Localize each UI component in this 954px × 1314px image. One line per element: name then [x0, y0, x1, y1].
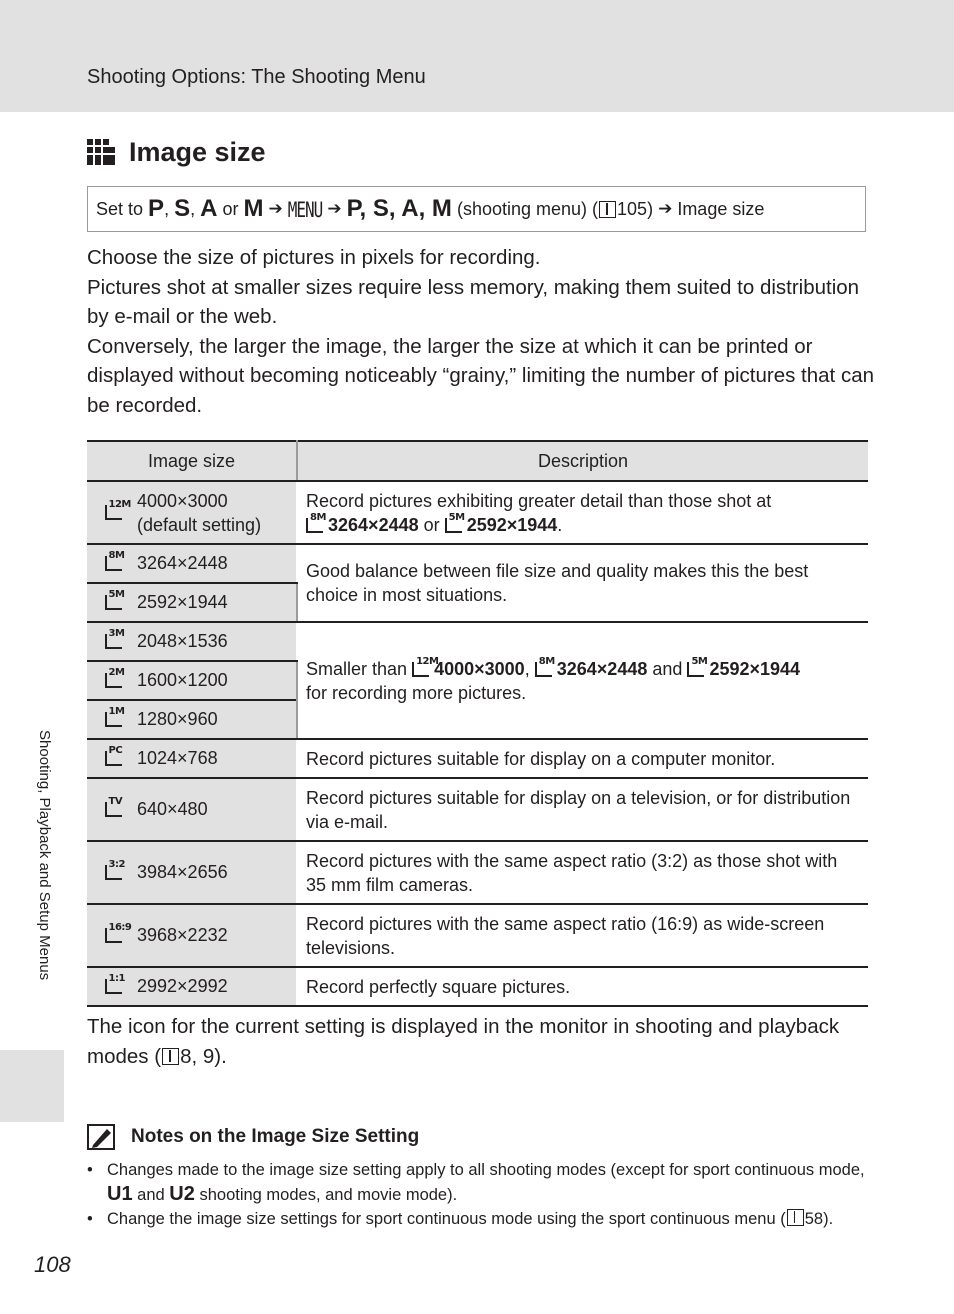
intro-paragraph: Conversely, the larger the image, the larger the size at which it can be printed or displayed without becoming noticeably “grainy,” limiting the number of pictures that can be recorded.	[87, 334, 874, 417]
footer-text-post: 8, 9).	[180, 1044, 227, 1068]
size-8m-icon: 8M	[306, 518, 323, 533]
mode-s: S	[174, 195, 191, 222]
size-value: 1024×768	[137, 748, 218, 768]
path-or: or	[222, 198, 239, 219]
desc-size: 3264×2448	[328, 514, 419, 535]
table-row	[87, 778, 868, 841]
mode-m: M	[243, 195, 264, 222]
size-cell	[87, 778, 297, 841]
menu-button-label: MENU	[287, 196, 323, 222]
table-row	[87, 481, 868, 544]
size-value: 1600×1200	[137, 670, 228, 690]
size-value: 2992×2992	[137, 976, 228, 996]
size-cell	[87, 661, 297, 700]
section-heading	[87, 134, 266, 170]
image-size-icon	[87, 139, 115, 165]
description-cell: Record perfectly square pictures.	[297, 967, 868, 1006]
size-cell	[87, 841, 297, 904]
path-page-ref: 105)	[617, 198, 654, 219]
desc-size: 4000×3000	[434, 658, 525, 679]
page-number: 108	[34, 1252, 71, 1277]
desc-text: or	[423, 514, 440, 535]
footer-text-pre: The icon for the current setting is displayed in the monitor in shooting and playback modes (	[87, 1015, 840, 1068]
arrow-right-icon: ➔	[327, 199, 342, 218]
size-cell	[87, 481, 297, 544]
description-cell: Record pictures suitable for display on a computer monitor.	[297, 739, 868, 778]
menu-path-box	[87, 186, 866, 232]
intro-text	[87, 243, 877, 420]
book-ref-icon	[599, 201, 616, 218]
note-text: shooting modes, and movie mode).	[199, 1186, 458, 1204]
intro-paragraph: Pictures shot at smaller sizes require less memory, making them suited to distribution by e-mail or the web.	[87, 275, 860, 328]
size-3m-icon: 3M	[105, 634, 122, 649]
notes-list	[87, 1158, 877, 1231]
image-size-table	[87, 440, 868, 1007]
arrow-right-icon: ➔	[268, 199, 283, 218]
table-row	[87, 841, 868, 904]
header-image-size: Image size	[87, 441, 297, 481]
description-cell: Good balance between file size and quality makes this the best choice in most situations.	[297, 544, 868, 622]
description-cell	[297, 481, 868, 544]
header-band	[0, 0, 954, 112]
footer-text	[87, 1012, 877, 1071]
sep: ,	[190, 198, 196, 219]
size-cell	[87, 544, 297, 583]
description-cell	[297, 622, 868, 739]
mode-list: P, S, A, M	[346, 195, 452, 222]
description-cell: Record pictures with the same aspect ratio (16:9) as wide-screen televisions.	[297, 904, 868, 967]
desc-text: for recording more pictures.	[306, 682, 527, 703]
size-8m-icon: 8M	[535, 662, 552, 677]
size-cell	[87, 904, 297, 967]
size-value: 3264×2448	[137, 553, 228, 573]
size-8m-icon: 8M	[105, 556, 122, 571]
size-value: 2048×1536	[137, 631, 228, 651]
size-1-1-icon: 1:1	[105, 979, 122, 994]
user-mode-2-icon: U2	[169, 1183, 195, 1205]
description-cell: Record pictures suitable for display on a television, or for distribution via e-mail.	[297, 778, 868, 841]
size-5m-icon: 5M	[687, 662, 704, 677]
size-value: 4000×3000	[137, 490, 228, 511]
size-12m-icon: 12M	[412, 662, 429, 677]
sep: ,	[164, 198, 170, 219]
size-pc-icon: PC	[105, 751, 122, 766]
size-2m-icon: 2M	[105, 673, 122, 688]
size-tv-icon: TV	[105, 802, 122, 817]
desc-size: 2592×1944	[466, 514, 558, 535]
desc-size: 2592×1944	[709, 658, 801, 679]
intro-paragraph: Choose the size of pictures in pixels for recording.	[87, 246, 541, 269]
list-item	[87, 1207, 877, 1231]
pencil-note-icon	[87, 1124, 115, 1150]
mode-a: A	[200, 195, 218, 222]
book-ref-icon	[162, 1048, 179, 1065]
size-value: 3968×2232	[137, 925, 228, 945]
desc-text: Record pictures exhibiting greater detail than those shot at	[306, 490, 772, 511]
table-row	[87, 904, 868, 967]
note-text: Changes made to the image size setting apply to all shooting modes (except for sport continuous mode,	[107, 1161, 865, 1179]
path-menu-name: (shooting menu) (	[456, 198, 599, 219]
list-item	[87, 1158, 877, 1207]
book-ref-icon	[787, 1209, 804, 1226]
desc-text: ,	[524, 658, 530, 679]
mode-p: P	[148, 195, 165, 222]
desc-text: Smaller than	[306, 658, 408, 679]
page-title: Image size	[129, 136, 266, 167]
desc-text: and	[652, 658, 683, 679]
size-12m-icon: 12M	[105, 505, 122, 520]
header-title: Shooting Options: The Shooting Menu	[87, 66, 426, 88]
size-cell	[87, 622, 297, 661]
size-5m-icon: 5M	[445, 518, 462, 533]
size-3-2-icon: 3:2	[105, 865, 122, 880]
notes-heading	[87, 1124, 419, 1150]
table-row	[87, 622, 868, 661]
size-cell	[87, 700, 297, 739]
table-row	[87, 739, 868, 778]
note-text: Change the image size settings for sport continuous mode using the sport continuous menu (	[107, 1210, 786, 1228]
arrow-right-icon: ➔	[658, 199, 673, 218]
table-row	[87, 967, 868, 1006]
table-row	[87, 544, 868, 583]
size-1m-icon: 1M	[105, 712, 122, 727]
size-note: (default setting)	[137, 514, 262, 535]
sidebar-section-label: Shooting, Playback and Setup Menus	[36, 730, 53, 981]
note-text: and	[137, 1186, 165, 1204]
size-5m-icon: 5M	[105, 595, 122, 610]
size-value: 640×480	[137, 799, 208, 819]
desc-text: .	[557, 514, 563, 535]
desc-size: 3264×2448	[556, 658, 648, 679]
size-cell	[87, 739, 297, 778]
table-header-row	[87, 441, 868, 481]
size-value: 2592×1944	[137, 592, 228, 612]
notes-title: Notes on the Image Size Setting	[131, 1126, 420, 1147]
size-cell	[87, 583, 297, 622]
path-set-to: Set to	[96, 198, 144, 219]
description-cell: Record pictures with the same aspect ratio (3:2) as those shot with 35 mm film cameras.	[297, 841, 868, 904]
note-text: 58).	[804, 1210, 834, 1228]
user-mode-1-icon: U1	[107, 1183, 133, 1205]
size-value: 3984×2656	[137, 862, 228, 882]
size-value: 1280×960	[137, 709, 218, 729]
path-target: Image size	[677, 198, 765, 219]
header-description: Description	[297, 441, 868, 481]
size-cell	[87, 967, 297, 1006]
size-16-9-icon: 16:9	[105, 928, 122, 943]
sidebar-tab	[0, 1050, 64, 1122]
